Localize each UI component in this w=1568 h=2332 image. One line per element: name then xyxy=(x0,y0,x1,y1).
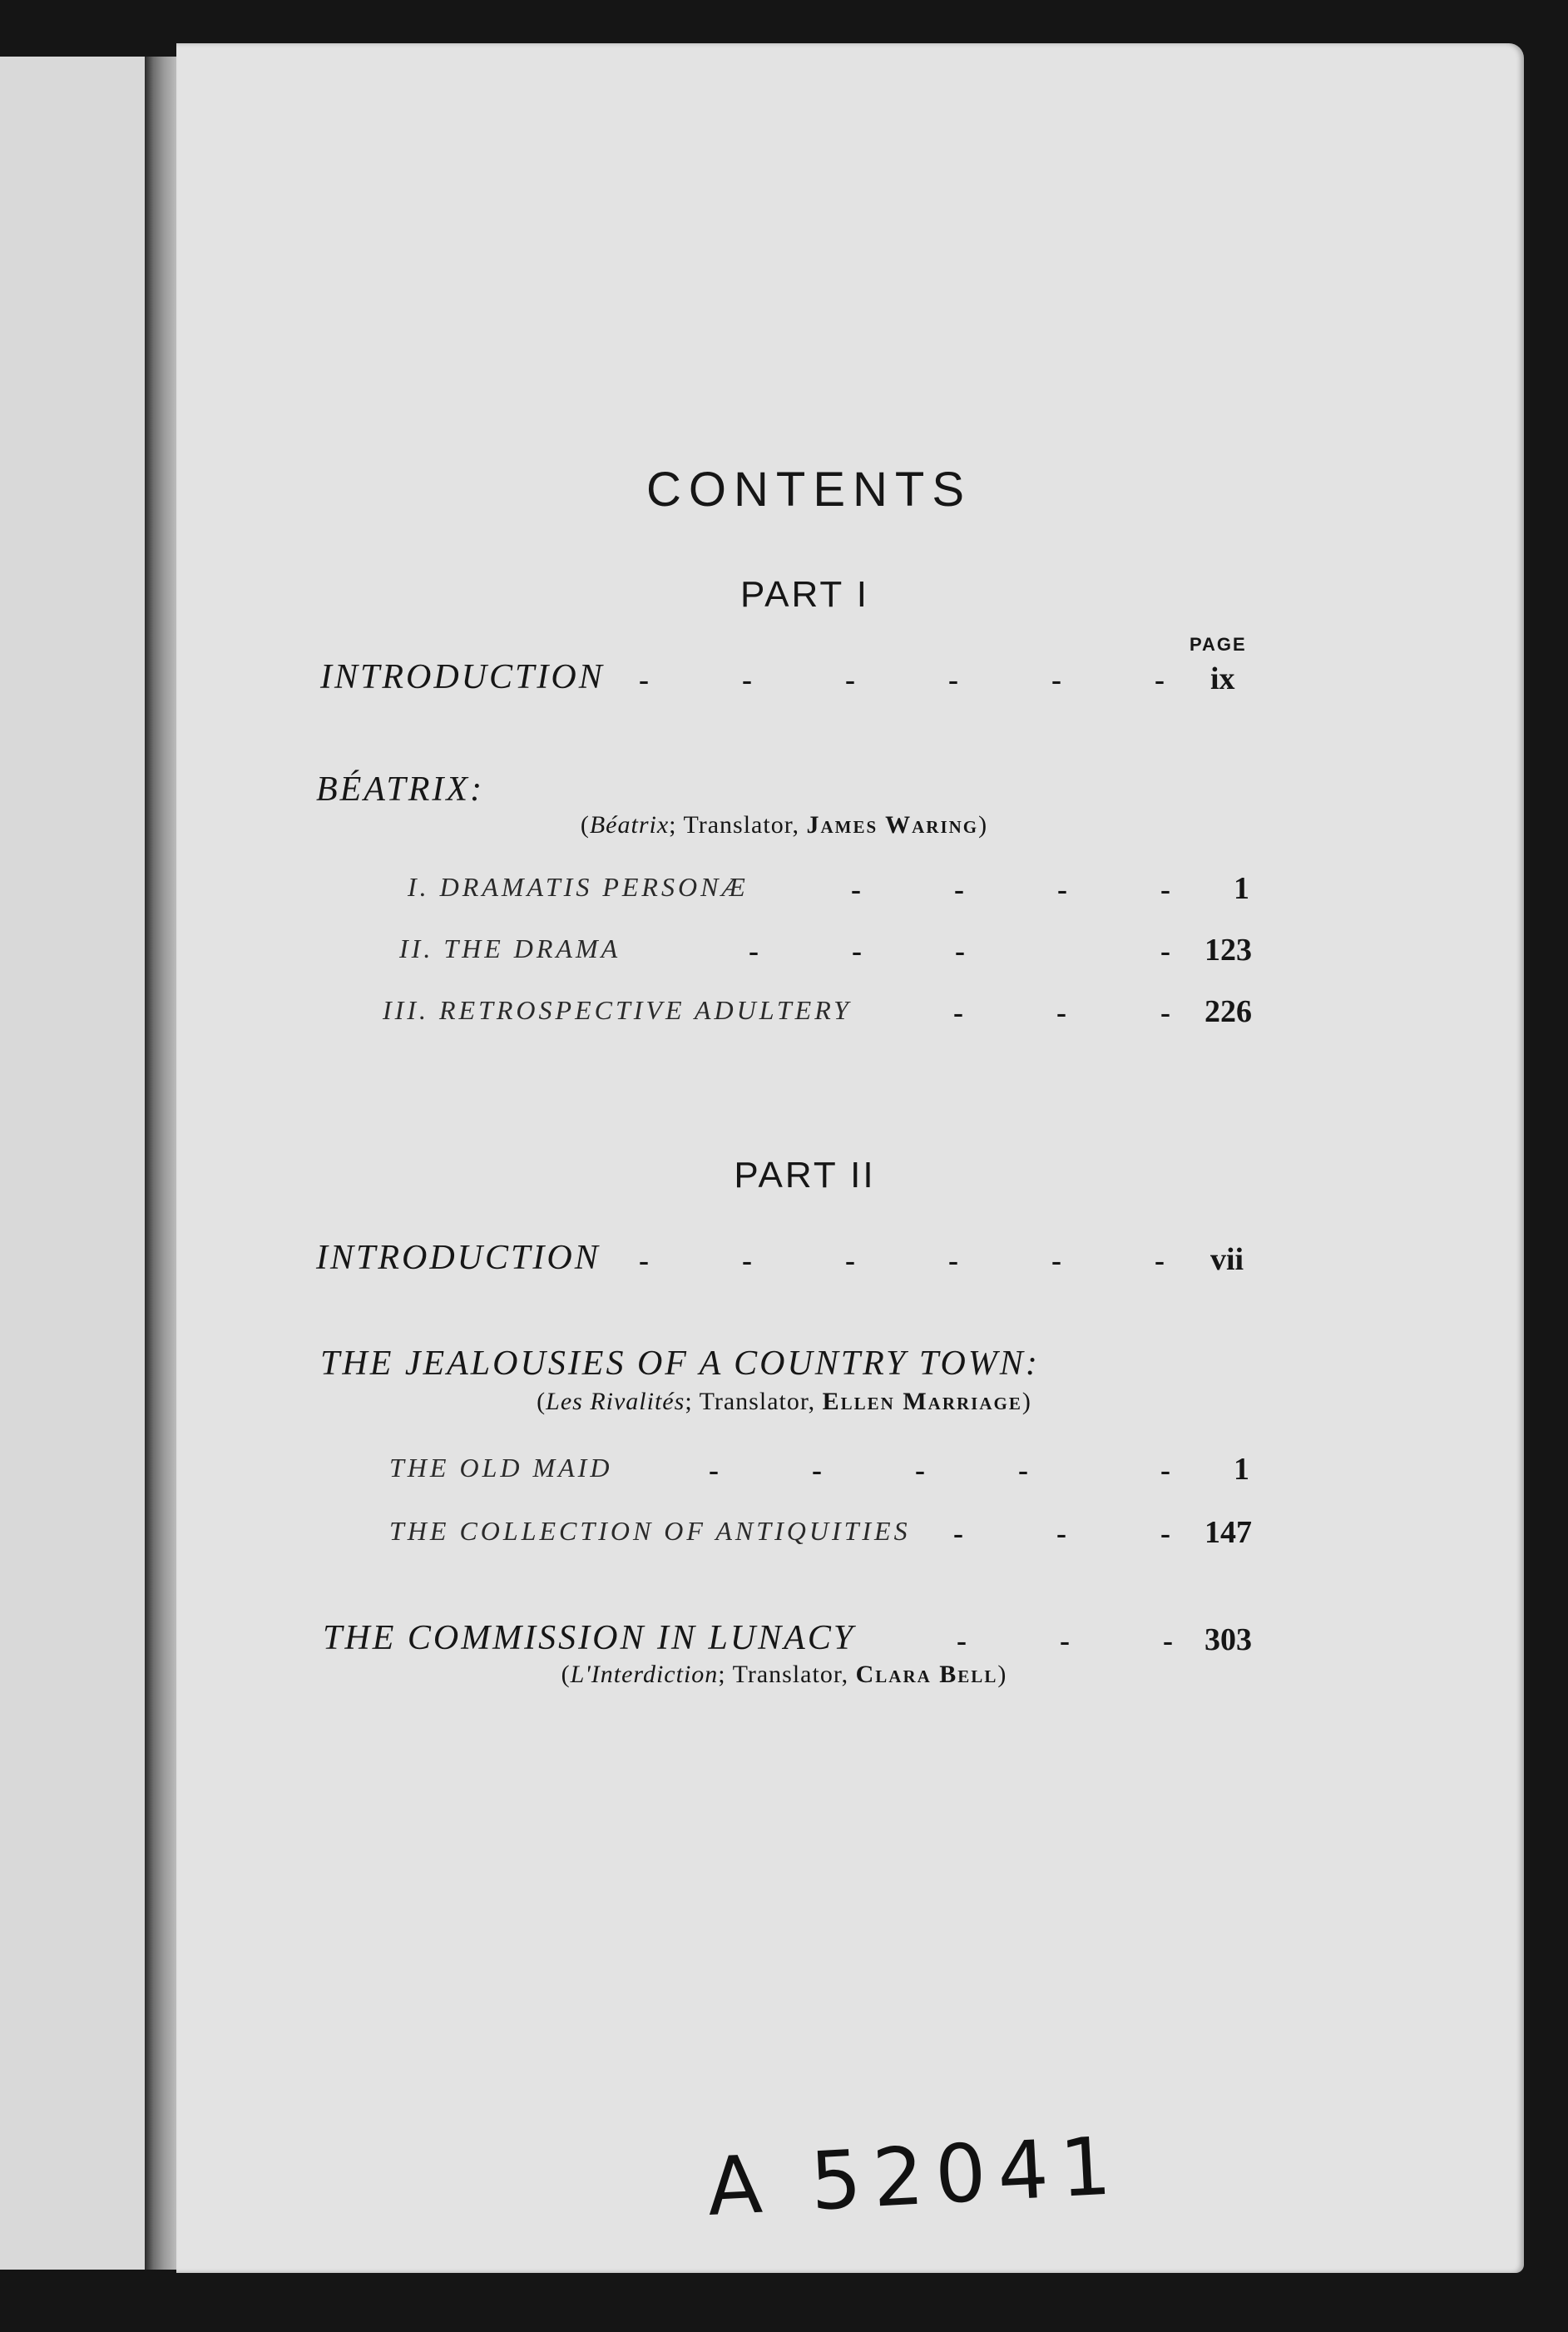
section-dramatis-personae-page: 1 xyxy=(1234,871,1249,906)
section-retrospective-adultery-title: III. RETROSPECTIVE ADULTERY xyxy=(383,995,852,1025)
section-retrospective-adultery-page: 226 xyxy=(1204,994,1252,1029)
section-old-maid-title: THE OLD MAID xyxy=(389,1453,613,1483)
commission-in-lunacy-title: THE COMMISSION IN LUNACY xyxy=(323,1619,856,1657)
section-collection-of-antiquities-title: THE COLLECTION OF ANTIQUITIES xyxy=(389,1516,911,1546)
section-the-drama-title: II. THE DRAMA xyxy=(399,933,621,963)
page-column-label: PAGE xyxy=(1190,634,1247,655)
beatrix-translator-note: (Béatrix; Translator, James Waring) xyxy=(580,811,988,839)
jealousies-title: THE JEALOUSIES OF A COUNTRY TOWN: xyxy=(320,1344,1040,1383)
part-2-introduction-title: INTRODUCTION xyxy=(316,1239,601,1277)
part-1-introduction-page: ix xyxy=(1210,661,1235,696)
section-collection-of-antiquities-page: 147 xyxy=(1204,1515,1252,1550)
part-1-introduction-title: INTRODUCTION xyxy=(320,658,605,696)
part-2-heading: PART II xyxy=(734,1155,876,1196)
jealousies-translator-note: (Les Rivalités; Translator, Ellen Marriage) xyxy=(537,1388,1031,1415)
handwritten-accession-number: A 52041 xyxy=(705,2119,1125,2234)
part-2-introduction-page: vii xyxy=(1210,1242,1244,1277)
contents-title: CONTENTS xyxy=(646,463,972,517)
section-dramatis-personae-title: I. DRAMATIS PERSONÆ xyxy=(408,872,749,902)
commission-translator-note: (L'Interdiction; Translator, Clara Bell) xyxy=(561,1661,1007,1688)
commission-in-lunacy-page: 303 xyxy=(1204,1622,1252,1657)
beatrix-title: BÉATRIX: xyxy=(316,770,485,809)
section-old-maid-page: 1 xyxy=(1234,1452,1249,1487)
part-1-heading: PART I xyxy=(740,574,869,615)
section-the-drama-page: 123 xyxy=(1204,933,1252,968)
